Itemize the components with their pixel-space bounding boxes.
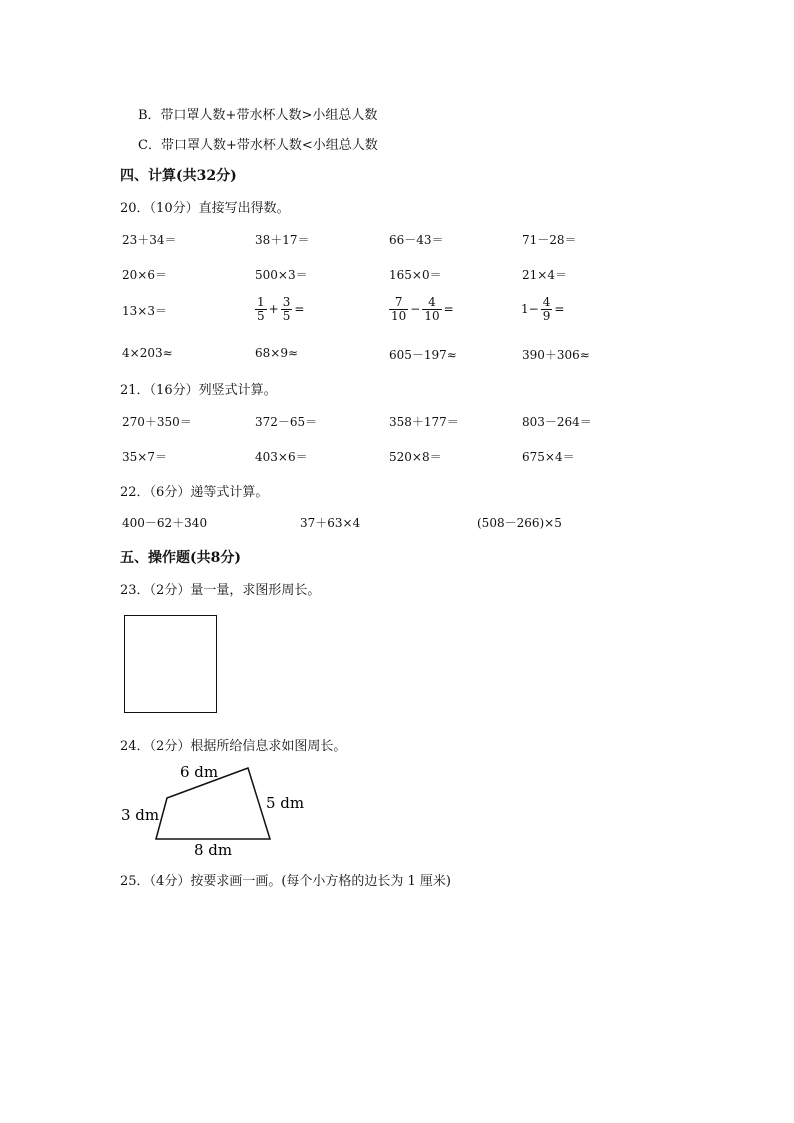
equals-sign: =: [443, 302, 454, 317]
q20-title: 20．（10分）直接写出得数。: [120, 201, 290, 216]
q25-title: 25．（4分）按要求画一画。(每个小方格的边长为 1 厘米): [120, 874, 451, 889]
q20-r1-c2: 38＋17＝: [255, 233, 310, 247]
q20-r4-c1: 4×203≈: [122, 346, 173, 360]
label-right: 5 dm: [266, 794, 305, 812]
label-top: 6 dm: [180, 763, 219, 781]
fraction: $\frac{3}{5}$: [282, 295, 291, 323]
fraction: $\frac{1}{5}$: [257, 295, 265, 323]
section-5-title: 五、操作题(共8分): [120, 550, 241, 566]
trapezoid-figure: [110, 755, 330, 865]
label-bottom: 8 dm: [194, 841, 233, 859]
q20-r2-c1: 20×6＝: [122, 268, 167, 282]
option-b: B．带口罩人数+带水杯人数>小组总人数: [138, 108, 378, 123]
q20-r2-c3: 165×0＝: [389, 268, 442, 282]
section-4-title: 四、计算(共32分): [120, 168, 237, 184]
q20-r3-c2: [255, 296, 304, 322]
q21-r2-c1: 35×7＝: [122, 450, 167, 464]
q21-r2-c2: 403×6＝: [255, 450, 308, 464]
q20-r4-c3: 605－197≈: [389, 348, 457, 362]
q22-item-1: 400－62＋340: [122, 516, 208, 530]
q22-item-2: 37＋63×4: [300, 516, 361, 530]
fraction: $\frac{4}{10}$: [424, 295, 440, 323]
operator: +: [268, 302, 279, 317]
q20-r3-c3: [389, 296, 454, 322]
q20-r4-c2: 68×9≈: [255, 346, 299, 360]
q21-title: 21．（16分）列竖式计算。: [120, 383, 277, 398]
square-figure: [124, 615, 217, 713]
q20-r1-c1: 23＋34＝: [122, 233, 177, 247]
fraction: $\frac{4}{9}$: [542, 295, 551, 323]
expression-prefix: 1−: [521, 302, 539, 317]
q20-r4-c4: 390＋306≈: [522, 348, 590, 362]
q21-r2-c4: 675×4＝: [522, 450, 575, 464]
q20-r2-c4: 21×4＝: [522, 268, 567, 282]
q20-r1-c4: 71－28＝: [522, 233, 577, 247]
q20-r1-c3: 66－43＝: [389, 233, 444, 247]
q22-item-3: (508－266)×5: [477, 516, 562, 530]
equals-sign: =: [294, 302, 305, 317]
q21-r1-c3: 358＋177＝: [389, 415, 459, 429]
q22-title: 22．（6分）递等式计算。: [120, 485, 269, 500]
q20-r3-c4: [521, 296, 564, 322]
q21-r1-c2: 372－65＝: [255, 415, 318, 429]
q24-title: 24．（2分）根据所给信息求如图周长。: [120, 739, 347, 754]
fraction: $\frac{7}{10}$: [391, 295, 407, 323]
q20-r3-c1: 13×3＝: [122, 304, 167, 318]
operator: −: [410, 302, 421, 317]
q23-title: 23．（2分）量一量，求图形周长。: [120, 583, 321, 598]
q21-r1-c1: 270＋350＝: [122, 415, 192, 429]
q21-r2-c3: 520×8＝: [389, 450, 442, 464]
option-c: C．带口罩人数+带水杯人数<小组总人数: [138, 138, 378, 153]
label-left: 3 dm: [121, 806, 160, 824]
equals-sign: =: [554, 302, 565, 317]
q20-r2-c2: 500×3＝: [255, 268, 308, 282]
q21-r1-c4: 803－264＝: [522, 415, 592, 429]
